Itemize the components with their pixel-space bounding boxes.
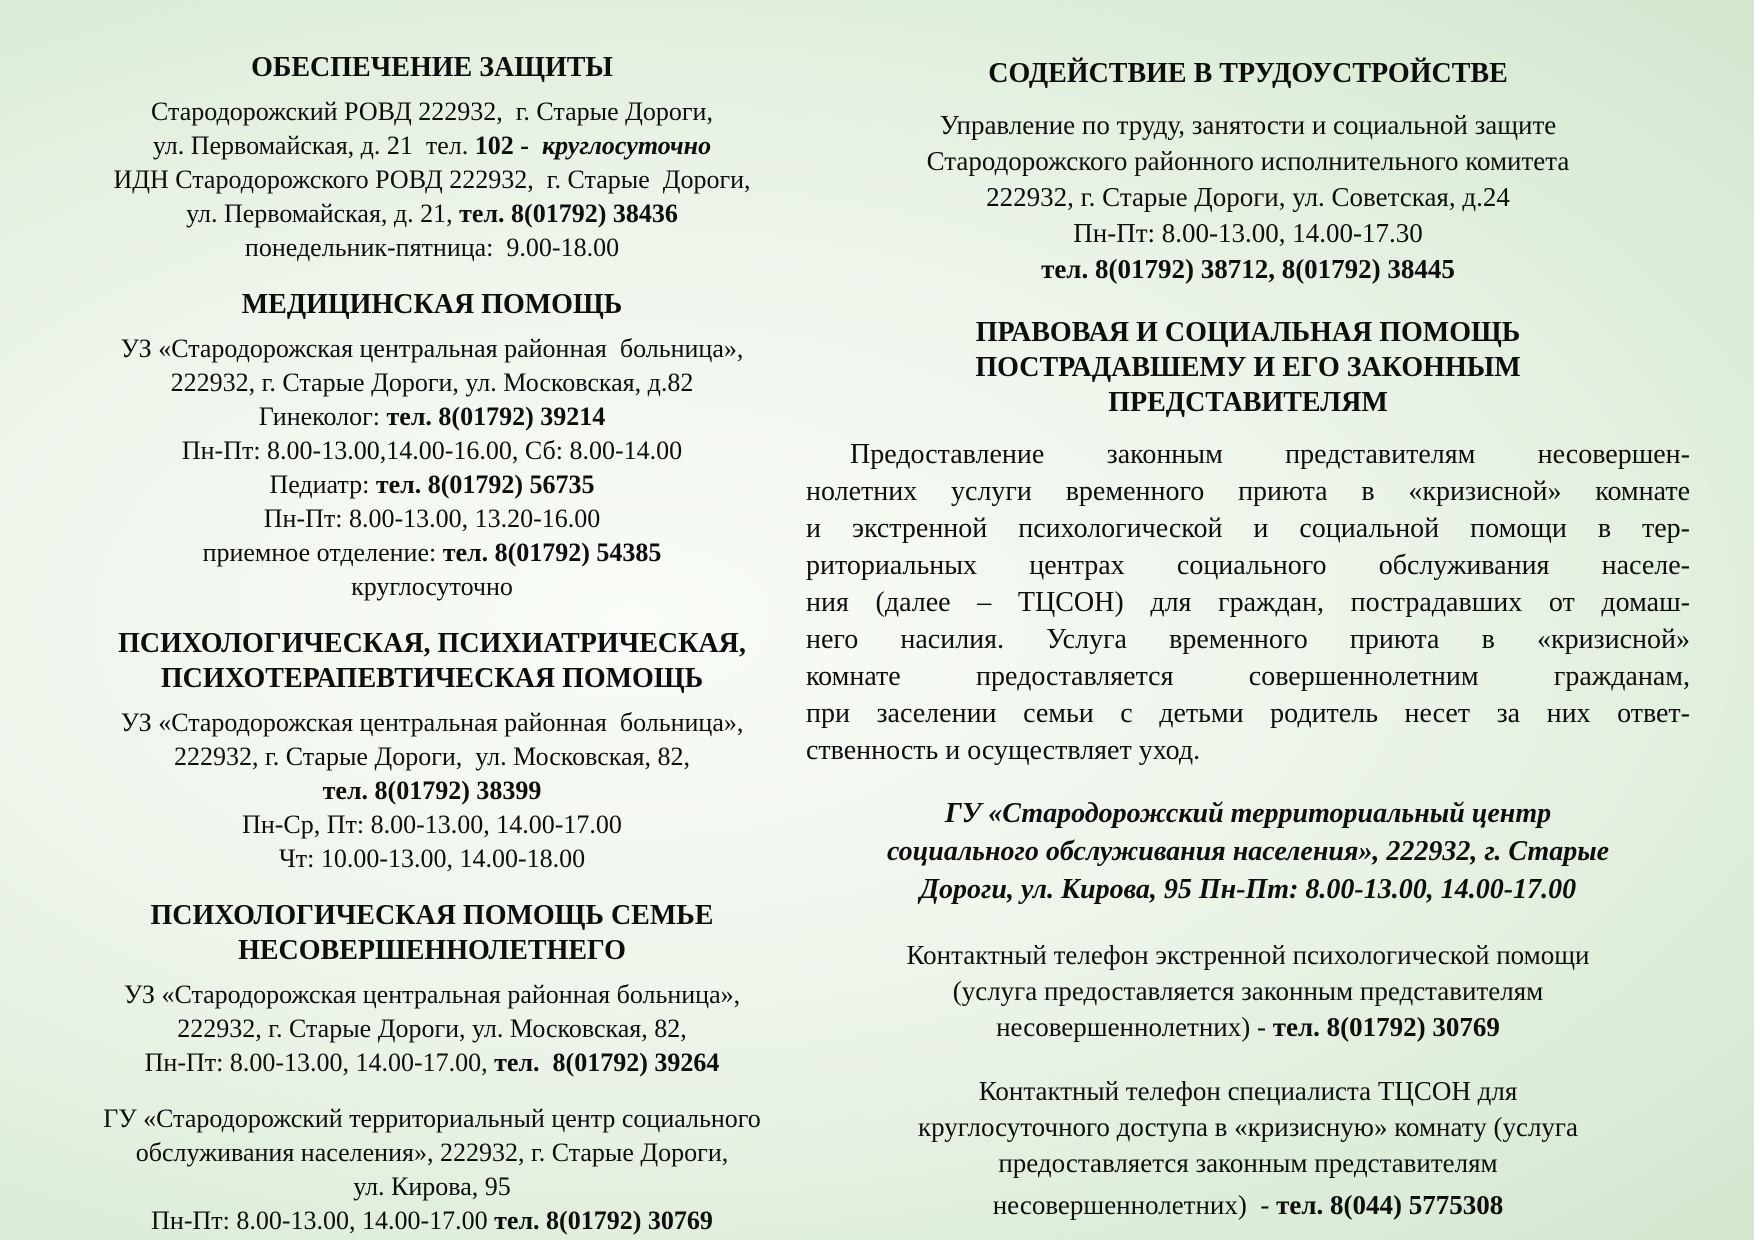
text-line [806, 1009, 1690, 1045]
text-line [82, 197, 782, 231]
paragraph-line: ния (далее – ТЦСОН) для граждан, пострадавших от домаш- [806, 587, 1690, 618]
text-segment: - [513, 131, 542, 160]
schedule-line: Пн-Ср, Пт: 8.00-13.00, 14.00-17.00 [242, 810, 622, 839]
text-segment: приемное отделение: [202, 538, 443, 567]
heading-line: НЕСОВЕРШЕННОЛЕТНЕГО [238, 935, 626, 966]
text-line: Дороги, ул. Кирова, 95 Пн-Пт: 8.00-13.00, 14.00-17.00 [919, 874, 1577, 905]
text-segment: Гинеколог: [258, 402, 387, 431]
section-medical [82, 287, 782, 604]
phone-number: тел. 8(01792) 38399 [322, 776, 542, 805]
text-line: ГУ «Стародорожский территориальный центр [944, 798, 1552, 829]
text-line: 222932, г. Старые Дороги, ул. Московская, д.82 [170, 368, 694, 397]
section-tcson-right [806, 795, 1690, 909]
text-line: предоставляется законным представителям [998, 1148, 1498, 1178]
schedule-note: круглосуточно [541, 131, 712, 160]
section-employment-heading: СОДЕЙСТВИЕ В ТРУДОУСТРОЙСТВЕ [988, 58, 1508, 89]
text-line: 222932, г. Старые Дороги, ул. Московская, 82, [174, 742, 690, 771]
phone-number: тел. 8(01792) 56735 [375, 470, 595, 499]
text-line [82, 1204, 782, 1238]
schedule-line: Пн-Пт: 8.00-13.00, 13.20-16.00 [263, 504, 601, 533]
heading-line: ПСИХОЛОГИЧЕСКАЯ, ПСИХИАТРИЧЕСКАЯ, [118, 628, 746, 659]
section-protection [82, 50, 782, 265]
text-line: УЗ «Стародорожская центральная районная больница», [120, 334, 744, 363]
heading-line: ПРЕДСТАВИТЕЛЯМ [1108, 387, 1388, 418]
paragraph-line: нолетних услуги временного приюта в «кризисной» комнате [806, 476, 1690, 507]
paragraph-line: риториальных центрах социального обслуживания населе- [806, 550, 1690, 581]
phone-number: тел. 8(01792) 38436 [459, 199, 678, 228]
text-line [806, 1187, 1690, 1223]
section-employment [806, 56, 1690, 287]
text-line: Стародорожского районного исполнительного комитета [926, 146, 1570, 176]
text-line [82, 536, 782, 570]
schedule-line: понедельник-пятница: 9.00-18.00 [244, 233, 620, 262]
schedule-line: круглосуточно [351, 572, 513, 601]
text-segment: Пн-Пт: 8.00-13.00, 14.00-17.00, [144, 1048, 495, 1077]
phone-number: 102 [474, 131, 514, 160]
text-segment: Пн-Пт: 8.00-13.00, 14.00-17.00 [151, 1206, 495, 1235]
text-line: ГУ «Стародорожский территориальный центр социального [103, 1104, 761, 1133]
heading-line: ПРАВОВАЯ И СОЦИАЛЬНАЯ ПОМОЩЬ [975, 317, 1521, 348]
text-line [82, 129, 782, 163]
phone-number: тел. 8(01792) 30769 [1272, 1012, 1500, 1042]
text-line: УЗ «Стародорожская центральная районная больница», [120, 708, 744, 737]
paragraph-line: и экстренной психологической и социальной помощи в тер- [806, 513, 1690, 544]
phone-number: тел. 8(01792) 38712, 8(01792) 38445 [1041, 254, 1455, 284]
legal-paragraph [806, 436, 1690, 769]
text-line: УЗ «Стародорожская центральная районная больница», [123, 980, 741, 1009]
text-segment: Педиатр: [269, 470, 376, 499]
right-column [806, 0, 1690, 1240]
section-family [82, 898, 782, 1080]
section-legal [806, 315, 1690, 769]
text-line: социального обслуживания населения», 222932, г. Старые [886, 836, 1610, 867]
heading-line: ПСИХОТЕРАПЕВТИЧЕСКАЯ ПОМОЩЬ [160, 663, 704, 694]
section-tcson-left [82, 1102, 782, 1238]
section-psych [82, 626, 782, 876]
text-line [82, 468, 782, 502]
text-line: ул. Кирова, 95 [353, 1172, 511, 1201]
section-protection-heading: ОБЕСПЕЧЕНИЕ ЗАЩИТЫ [251, 52, 613, 83]
text-line [82, 1046, 782, 1080]
text-line: (услуга предоставляется законным представителям [952, 976, 1544, 1006]
paragraph-line: Предоставление законным представителям несовершен- [850, 439, 1690, 470]
phone-number: тел. 8(01792) 39264 [494, 1048, 720, 1077]
section-medical-heading: МЕДИЦИНСКАЯ ПОМОЩЬ [241, 289, 623, 320]
schedule-line: Пн-Пт: 8.00-13.00, 14.00-17.30 [1073, 218, 1423, 248]
section-legal-heading [806, 315, 1690, 420]
left-column [82, 0, 782, 1240]
section-family-heading [82, 898, 782, 968]
section-psy-phone [806, 937, 1690, 1045]
text-segment: ул. Первомайская, д. 21 тел. [152, 131, 475, 160]
heading-line: ПОСТРАДАВШЕМУ И ЕГО ЗАКОННЫМ [975, 352, 1521, 383]
text-line: 222932, г. Старые Дороги, ул. Московская, 82, [177, 1014, 687, 1043]
phone-number: тел. 8(044) 5775308 [1276, 1190, 1504, 1220]
paragraph-line: ственность и осуществляет уход. [806, 735, 1201, 766]
heading-line: ПСИХОЛОГИЧЕСКАЯ ПОМОЩЬ СЕМЬЕ [150, 900, 714, 931]
text-segment: несовершеннолетних) - [992, 1190, 1277, 1220]
text-line: ИДН Стародорожского РОВД 222932, г. Старые Дороги, [113, 165, 751, 194]
paragraph-line: него насилия. Услуга временного приюта в «кризисной» [806, 624, 1690, 655]
section-psych-heading [82, 626, 782, 696]
text-line: круглосуточного доступа в «кризисную» комнату (услуга [918, 1112, 1578, 1142]
paragraph-line: при заселении семьи с детьми родитель несет за них ответ- [806, 698, 1690, 729]
phone-number: тел. 8(01792) 54385 [442, 538, 662, 567]
text-line: Стародорожский РОВД 222932, г. Старые Дороги, [151, 97, 713, 126]
text-segment: ул. Первомайская, д. 21, [186, 199, 460, 228]
text-line: обслуживания населения», 222932, г. Старые Дороги, [135, 1138, 729, 1167]
text-line [82, 400, 782, 434]
text-line: Управление по труду, занятости и социальной защите [939, 110, 1557, 140]
text-line: 222932, г. Старые Дороги, ул. Советская, д.24 [986, 182, 1510, 212]
phone-number: тел. 8(01792) 30769 [494, 1206, 713, 1235]
schedule-line: Пн-Пт: 8.00-13.00,14.00-16.00, Сб: 8.00-14.00 [181, 436, 683, 465]
paragraph-line: комнате предоставляется совершеннолетним гражданам, [806, 661, 1690, 692]
text-segment: несовершеннолетних) - [996, 1012, 1273, 1042]
section-crisis-phone [806, 1073, 1690, 1223]
schedule-line: Чт: 10.00-13.00, 14.00-18.00 [278, 844, 586, 873]
text-line: Контактный телефон экстренной психологической помощи [906, 940, 1590, 970]
phone-number: тел. 8(01792) 39214 [386, 402, 606, 431]
text-line: Контактный телефон специалиста ТЦСОН для [978, 1076, 1518, 1106]
